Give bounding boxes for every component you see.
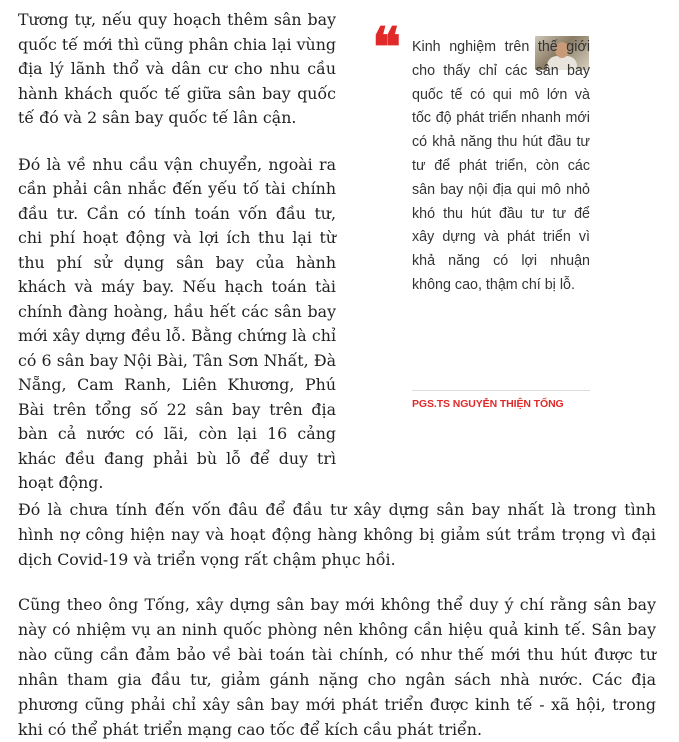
- article-paragraph-2: Đó là về nhu cầu vận chuyển, ngoài ra cần phải cân nhắc đến yếu tố tài chính đầu tư. Cần có tính toán vốn đầu tư, chi phí hoạt động và lợi ích thu lại từ thu phí sử dụng sân bay của hành khách và máy bay. Nếu hạch toán tài chính đàng hoàng, hầu hết các sân bay mới xây dựng đều lỗ. Bằng chứng là chỉ có 6 sân bay Nội Bài, Tân Sơn Nhất, Đà Nẵng, Cam Ranh, Liên Khương, Phú Bài trên tổng số 22 sân bay trên địa bàn cả nước có lãi, còn lại 16 cảng khác đều đang phải bù lỗ để duy trì hoạt động.: [18, 154, 336, 492]
- quote-divider: [412, 390, 590, 391]
- quote-text: Kinh nghiệm trên thế giới cho thấy chỉ các sân bay quốc tế có qui mô lớn và tốc độ phát triển nhanh mới có khả năng thu hút đầu tư tư để phát triển, còn các sân bay nội địa qui mô nhỏ khó thu hút đầu tư tư để xây dựng và phát triển vì khả năng có lợi nhuận không cao, thậm chí bị lỗ.: [412, 39, 590, 293]
- article-paragraph-4: Cũng theo ông Tống, xây dựng sân bay mới không thể duy ý chí rằng sân bay này có nhiệm vụ an ninh quốc phòng nên không cần hiệu quả kinh tế. Sân bay nào cũng cần đảm bảo về bài toán tài chính, có như thế mới thu hút được tư nhân tham gia đầu tư, giảm gánh nặng cho ngân sách nhà nước. Các địa phương cũng phải chỉ xây sân bay mới phát triển được kinh tế - xã hội, trong khi có thể phát triển mạng cao tốc để kích cầu phát triển.: [18, 595, 656, 739]
- quote-author: PGS.TS NGUYỄN THIỆN TỐNG: [412, 398, 564, 410]
- quote-mark-icon: ❝: [372, 15, 402, 79]
- article-left-column: [18, 8, 336, 496]
- pull-quote: [372, 15, 592, 426]
- article-paragraph-3: Đó là chưa tính đến vốn đâu để đầu tư xây dựng sân bay nhất là trong tình hình nợ công hiện nay và hoạt động hàng không bị giảm sút trầm trọng vì đại dịch Covid-19 và triển vọng rất chậm phục hồi.: [18, 500, 656, 569]
- article-full-width-4: [18, 592, 656, 742]
- article-full-width-3: [18, 497, 656, 572]
- article-paragraph-1: Tương tự, nếu quy hoạch thêm sân bay quốc tế mới thì cũng phân chia lại vùng địa lý lãnh thổ và dân cư cho nhu cầu hành khách quốc tế giữa sân bay quốc tế đó và 2 sân bay quốc tế lân cận.: [18, 10, 336, 127]
